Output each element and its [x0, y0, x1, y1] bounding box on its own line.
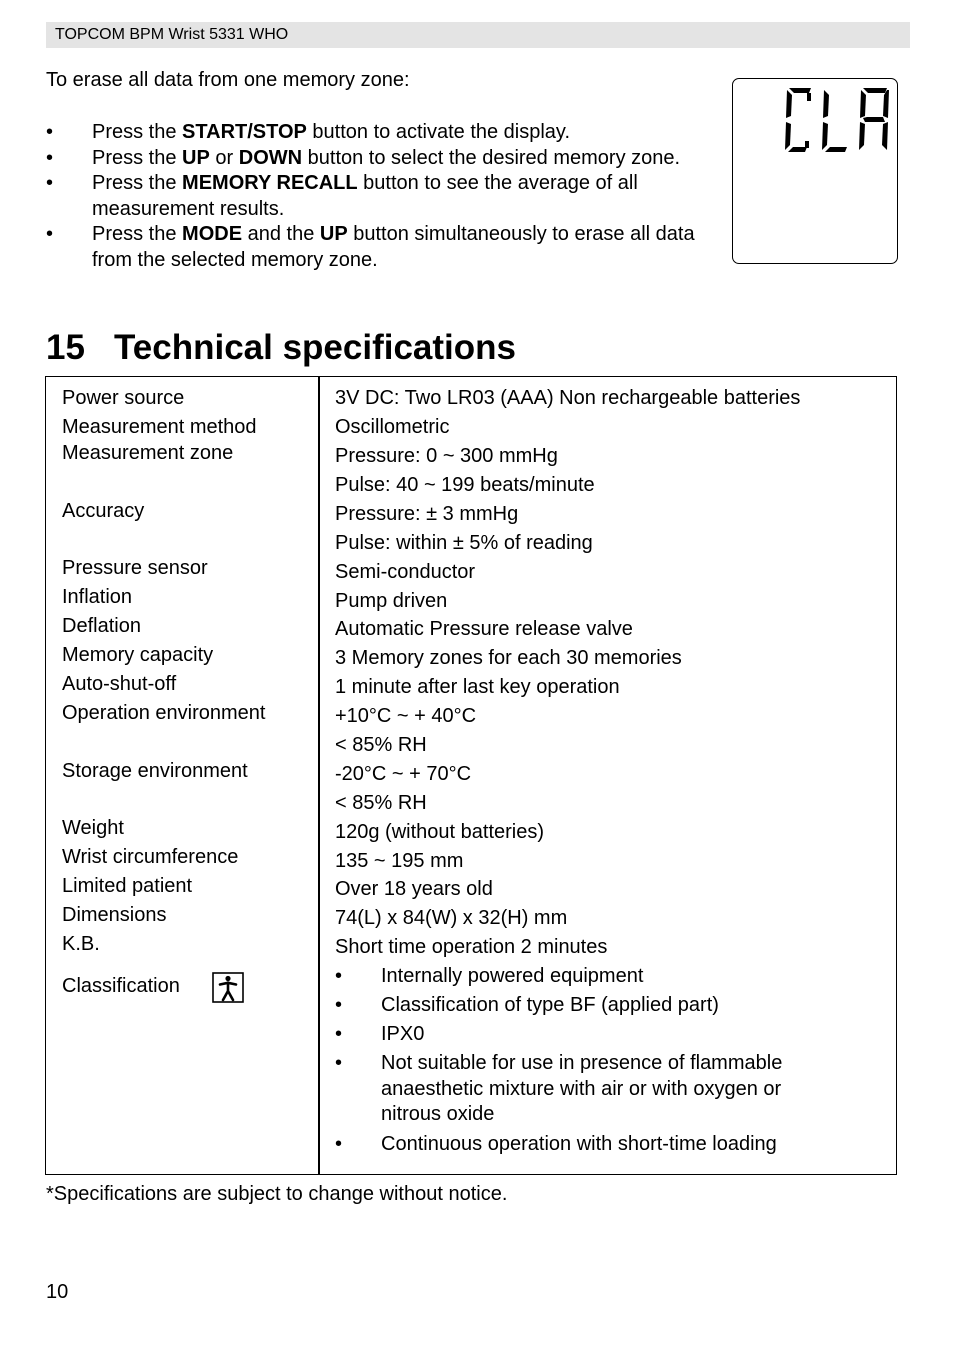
spec-value: 135 ~ 195 mm [335, 850, 464, 872]
lcd-display-illustration [732, 78, 898, 264]
bullet-icon: • [335, 965, 343, 987]
spec-value: < 85% RH [335, 792, 427, 814]
section-heading [46, 326, 516, 370]
classification-item [335, 993, 855, 1019]
classification-item [335, 964, 855, 990]
spec-value: Pulse: within ± 5% of reading [335, 532, 593, 554]
classification-item [335, 1022, 855, 1048]
section-title: Technical specifications [114, 328, 516, 367]
erase-step [46, 120, 716, 146]
classification-item-text: Internally powered equipment [381, 965, 644, 987]
classification-item-text: Not suitable for use in presence of flammable anaesthetic mixture with air or with oxygen or nitrous oxide [381, 1052, 783, 1125]
spec-label: K.B. [62, 933, 100, 955]
erase-step-text: Press the MEMORY RECALL button to see the average of all measurement results. [92, 172, 638, 220]
spec-label: Inflation [62, 586, 133, 608]
spec-value: 74(L) x 84(W) x 32(H) mm [335, 907, 568, 929]
classification-item-text: Continuous operation with short-time loading [381, 1133, 777, 1155]
spec-label: Classification [62, 975, 180, 997]
section-number: 15 [46, 328, 85, 367]
erase-step-text: Press the UP or DOWN button to select the desired memory zone. [92, 146, 681, 169]
spec-label: Limited patient [62, 875, 193, 897]
document-header [46, 22, 910, 48]
spec-value: -20°C ~ + 70°C [335, 763, 472, 785]
bullet-icon: • [46, 146, 54, 169]
spec-label: Dimensions [62, 904, 167, 926]
spec-label: Measurement method [62, 416, 257, 438]
spec-value: 3 Memory zones for each 30 memories [335, 647, 682, 669]
spec-label: Pressure sensor [62, 557, 208, 579]
spec-value: 3V DC: Two LR03 (AAA) Non rechargeable batteries [335, 387, 801, 409]
erase-step [46, 222, 716, 273]
erase-step-text: Press the START/STOP button to activate the display. [92, 121, 570, 143]
spec-label: Operation environment [62, 702, 266, 724]
spec-value: Oscillometric [335, 416, 450, 438]
spec-label: Accuracy [62, 500, 145, 522]
bullet-icon: • [335, 994, 343, 1016]
document-title: TOPCOM BPM Wrist 5331 WHO [55, 26, 289, 43]
classification-item [335, 1051, 805, 1128]
classification-item [335, 1132, 855, 1158]
bullet-icon: • [46, 121, 54, 143]
spec-label: Weight [62, 817, 124, 839]
spec-label: Wrist circumference [62, 846, 239, 868]
spec-value: Over 18 years old [335, 878, 493, 900]
spec-value: 120g (without batteries) [335, 821, 545, 843]
bullet-icon: • [46, 223, 54, 245]
lcd-segment-text [783, 84, 893, 156]
erase-step-text: Press the MODE and the UP button simultaneously to erase all data from the selected memory zone. [92, 223, 695, 271]
bullet-icon: • [335, 1133, 343, 1155]
spec-value: Semi-conductor [335, 561, 476, 583]
erase-intro: To erase all data from one memory zone: [46, 69, 410, 91]
spec-value: Automatic Pressure release valve [335, 618, 633, 640]
erase-step [46, 171, 716, 222]
spec-label: Auto-shut-off [62, 673, 177, 695]
spec-label: Power source [62, 387, 185, 409]
spec-value: Pressure: 0 ~ 300 mmHg [335, 445, 558, 467]
classification-item-text: Classification of type BF (applied part) [381, 994, 719, 1016]
erase-steps-list [46, 120, 716, 273]
spec-value: < 85% RH [335, 734, 427, 756]
specifications-footnote: *Specifications are subject to change without notice. [46, 1183, 508, 1205]
classification-item-text: IPX0 [381, 1023, 425, 1045]
spec-label: Measurement zone [62, 442, 234, 464]
specifications-table [45, 376, 897, 1175]
spec-value: +10°C ~ + 40°C [335, 705, 477, 727]
bullet-icon: • [46, 172, 54, 194]
spec-label: Memory capacity [62, 644, 214, 666]
spec-value: 1 minute after last key operation [335, 676, 620, 698]
spec-value: Pressure: ± 3 mmHg [335, 503, 519, 525]
bullet-icon: • [335, 1023, 343, 1045]
bullet-icon: • [335, 1052, 343, 1074]
erase-step [46, 146, 716, 172]
spec-value: Short time operation 2 minutes [335, 936, 608, 958]
page-number: 10 [46, 1281, 69, 1303]
spec-label: Deflation [62, 615, 141, 637]
column-divider [318, 377, 320, 1174]
spec-value: Pump driven [335, 590, 448, 612]
type-bf-applied-part-icon [212, 972, 244, 1003]
spec-label: Storage environment [62, 760, 248, 782]
spec-value: Pulse: 40 ~ 199 beats/minute [335, 474, 595, 496]
